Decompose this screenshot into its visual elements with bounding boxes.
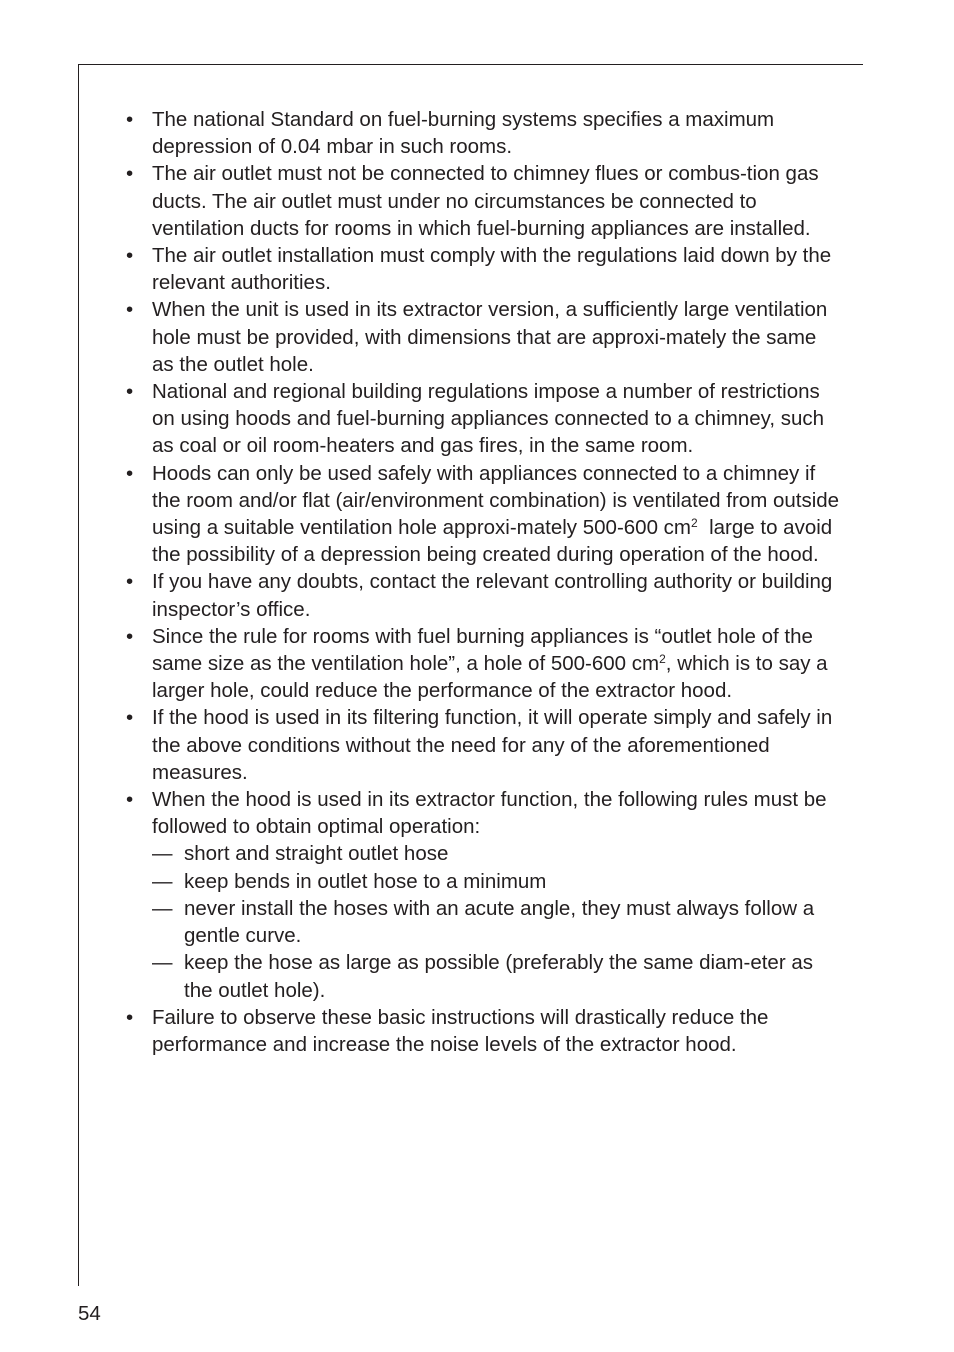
dash-icon: — <box>152 951 173 975</box>
list-item <box>120 378 840 460</box>
rules-sublist <box>152 840 840 1003</box>
list-item <box>120 623 840 705</box>
list-item-text <box>152 462 839 567</box>
list-item-text: If the hood is used in its filtering function, it will operate simply and safely in the above conditions without the need for any of the aforementioned measures. <box>152 706 833 784</box>
list-item <box>120 1004 840 1058</box>
bullet-icon: • <box>126 1005 134 1029</box>
superscript-exponent: 2 <box>659 652 666 667</box>
list-item-text: The air outlet installation must comply with the regulations laid down by the relevant authorities. <box>152 244 832 295</box>
list-item-text: When the unit is used in its extractor version, a sufficiently large ventilation hole must be provided, with dimensions that are approxi-mately the same as the outlet hole. <box>152 298 828 376</box>
superscript-exponent: 2 <box>691 516 698 531</box>
bullet-icon: • <box>126 380 134 404</box>
list-item <box>120 106 840 160</box>
list-item <box>120 786 840 1004</box>
dash-icon: — <box>152 869 173 893</box>
list-item-text: The national Standard on fuel-burning systems specifies a maximum depression of 0.04 mbar in such rooms. <box>152 108 775 159</box>
bullet-icon: • <box>126 244 134 268</box>
list-item-text: Failure to observe these basic instructions will drastically reduce the performance and increase the noise levels of the extractor hood. <box>152 1005 769 1056</box>
bullet-icon: • <box>126 461 134 485</box>
sublist-item-text: keep bends in outlet hose to a minimum <box>184 869 547 893</box>
bullet-icon: • <box>126 108 134 131</box>
sublist-item-text: keep the hose as large as possible (preferably the same diam-eter as the outlet hole). <box>184 951 814 1002</box>
list-item <box>120 704 840 786</box>
bullet-icon: • <box>126 706 134 730</box>
list-item <box>120 568 840 622</box>
sublist-item <box>152 949 840 1003</box>
sublist-item-text: never install the hoses with an acute angle, they must always follow a gentle curve. <box>184 896 815 948</box>
list-item-text-start: Hoods can only be used safely with appliances connected to a chimney if the room and/or flat (air/environment combination) is ventilated from outside using a suitable ventilation hole approxi-mately 500-600 cm <box>152 461 840 540</box>
list-item-text: The air outlet must not be connected to chimney flues or combus-tion gas ducts. The air outlet must under no circumstances be connected to ventilation ducts for rooms in which fuel-burning appliances are installed. <box>152 162 819 240</box>
bullet-icon: • <box>126 162 134 186</box>
bullet-icon: • <box>126 570 134 594</box>
list-item-text-end: , which is to say a larger hole, could reduce the performance of the extractor hood. <box>152 652 828 703</box>
list-item <box>120 160 840 242</box>
list-item <box>120 296 840 378</box>
instruction-list <box>120 106 840 1058</box>
page-frame-top-rule <box>78 64 863 65</box>
list-item-text: When the hood is used in its extractor function, the following rules must be followed to obtain optimal operation: <box>152 788 827 839</box>
page-frame-left-rule <box>78 64 79 1286</box>
list-item-text: If you have any doubts, contact the relevant controlling authority or building inspector’s office. <box>152 570 833 621</box>
instruction-content <box>120 106 840 1058</box>
dash-icon: — <box>152 842 173 866</box>
dash-icon: — <box>152 896 173 920</box>
sublist-item <box>152 840 840 867</box>
list-item-text-end: large to avoid the possibility of a depression being created during operation of the hood. <box>152 516 838 567</box>
sublist-item-text: short and straight outlet hose <box>184 842 449 866</box>
list-item <box>120 242 840 296</box>
bullet-icon: • <box>126 788 134 812</box>
list-item-text-start: Since the rule for rooms with fuel burning appliances is “outlet hole of the same size as the ventilation hole”, a hole of 500-600 cm <box>152 624 813 676</box>
bullet-icon: • <box>126 298 134 322</box>
list-item-text <box>152 625 828 702</box>
bullet-icon: • <box>126 624 134 648</box>
list-item <box>120 460 840 569</box>
list-item-text: National and regional building regulations impose a number of restrictions on using hoods and fuel-burning appliances connected to a chimney, such as coal or oil room-heaters and gas fires, in the same room. <box>152 380 825 458</box>
sublist-item <box>152 895 840 949</box>
sublist-item <box>152 868 840 895</box>
page-number: 54 <box>78 1302 101 1325</box>
